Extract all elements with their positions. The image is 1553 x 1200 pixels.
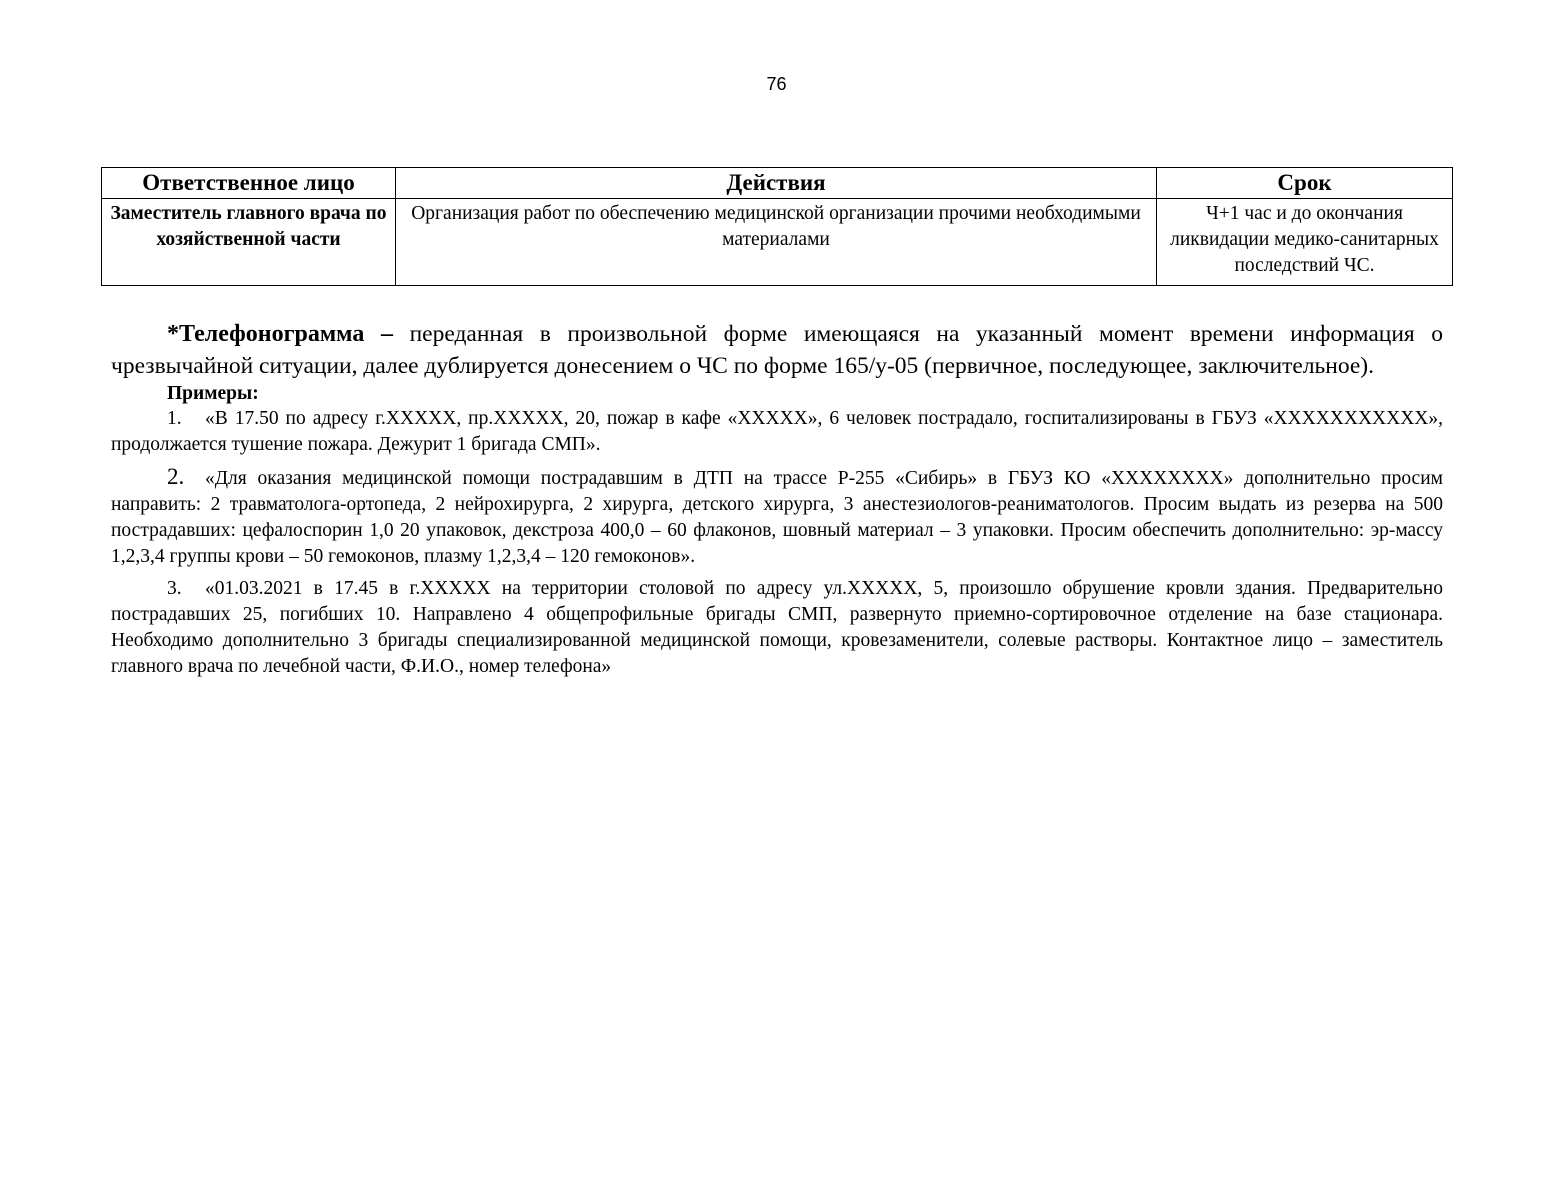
example-text: «В 17.50 по адресу г.XXXXX, пр.XXXXX, 20, пожар в кафе «XXXXX», 6 человек пострадало, госпитализированы в ГБУЗ «XXXXXXXXXXX», продолжается тушение пожара. Дежурит 1 бригада СМП». <box>111 408 1443 455</box>
example-text: «Для оказания медицинской помощи пострадавшим в ДТП на трассе Р-255 «Сибирь» в ГБУЗ КО «XXXXXXXX» дополнительно просим направить: 2 травматолога-ортопеда, 2 нейрохирурга, 2 хирурга, детского хирурга, 3 анестезиологов-реаниматологов. Просим выдать из резерва на 500 пострадавших: цефалоспорин 1,0 20 упаковок, декстроза 400,0 – 60 флаконов, шовный материал – 3 упаковки. Просим обеспечить дополнительно: эр-массу 1,2,3,4 группы крови – 50 гемоконов, плазму 1,2,3,4 – 120 гемоконов». <box>111 468 1443 567</box>
example-item <box>111 576 1443 680</box>
example-number: 2. <box>167 464 185 489</box>
cell-deadline: Ч+1 час и до окончания ликвидации медико-санитарных последствий ЧС. <box>1157 199 1453 286</box>
table-row <box>102 199 1453 286</box>
header-actions: Действия <box>396 168 1157 199</box>
example-number: 1. <box>167 408 182 429</box>
example-number: 3. <box>167 578 182 599</box>
definition-text: переданная в произвольной форме имеющаяся на указанный момент времени информация о чрезвычайной ситуации, далее дублируется донесением о ЧС по форме 165/у-05 (первичное, последующее, заключительное). <box>111 321 1444 379</box>
header-deadline: Срок <box>1157 168 1453 199</box>
cell-person: Заместитель главного врача по хозяйственной части <box>102 199 396 286</box>
example-text: «01.03.2021 в 17.45 в г.XXXXX на территории столовой по адресу ул.XXXXX, 5, произошло обрушение кровли здания. Предварительно пострадавших 25, погибших 10. Направлено 4 общепрофильные бригады СМП, развернуто приемно-сортировочное отделение на базе стационара. Необходимо дополнительно 3 бригады специализированной медицинской помощи, кровезаменители, солевые растворы. Контактное лицо – заместитель главного врача по лечебной части, Ф.И.О., номер телефона» <box>111 578 1443 677</box>
examples-heading: Примеры: <box>167 383 259 404</box>
example-item <box>111 406 1443 458</box>
definition-paragraph <box>111 318 1443 382</box>
header-responsible-person: Ответственное лицо <box>102 168 396 199</box>
cell-action: Организация работ по обеспечению медицинской организации прочими необходимыми материалами <box>396 199 1157 286</box>
example-item <box>111 464 1443 570</box>
document-body <box>111 318 1443 686</box>
table-header-row <box>102 168 1453 199</box>
responsibility-table <box>101 167 1453 286</box>
definition-term: *Телефонограмма – <box>167 321 394 347</box>
page-number: 76 <box>766 74 787 94</box>
